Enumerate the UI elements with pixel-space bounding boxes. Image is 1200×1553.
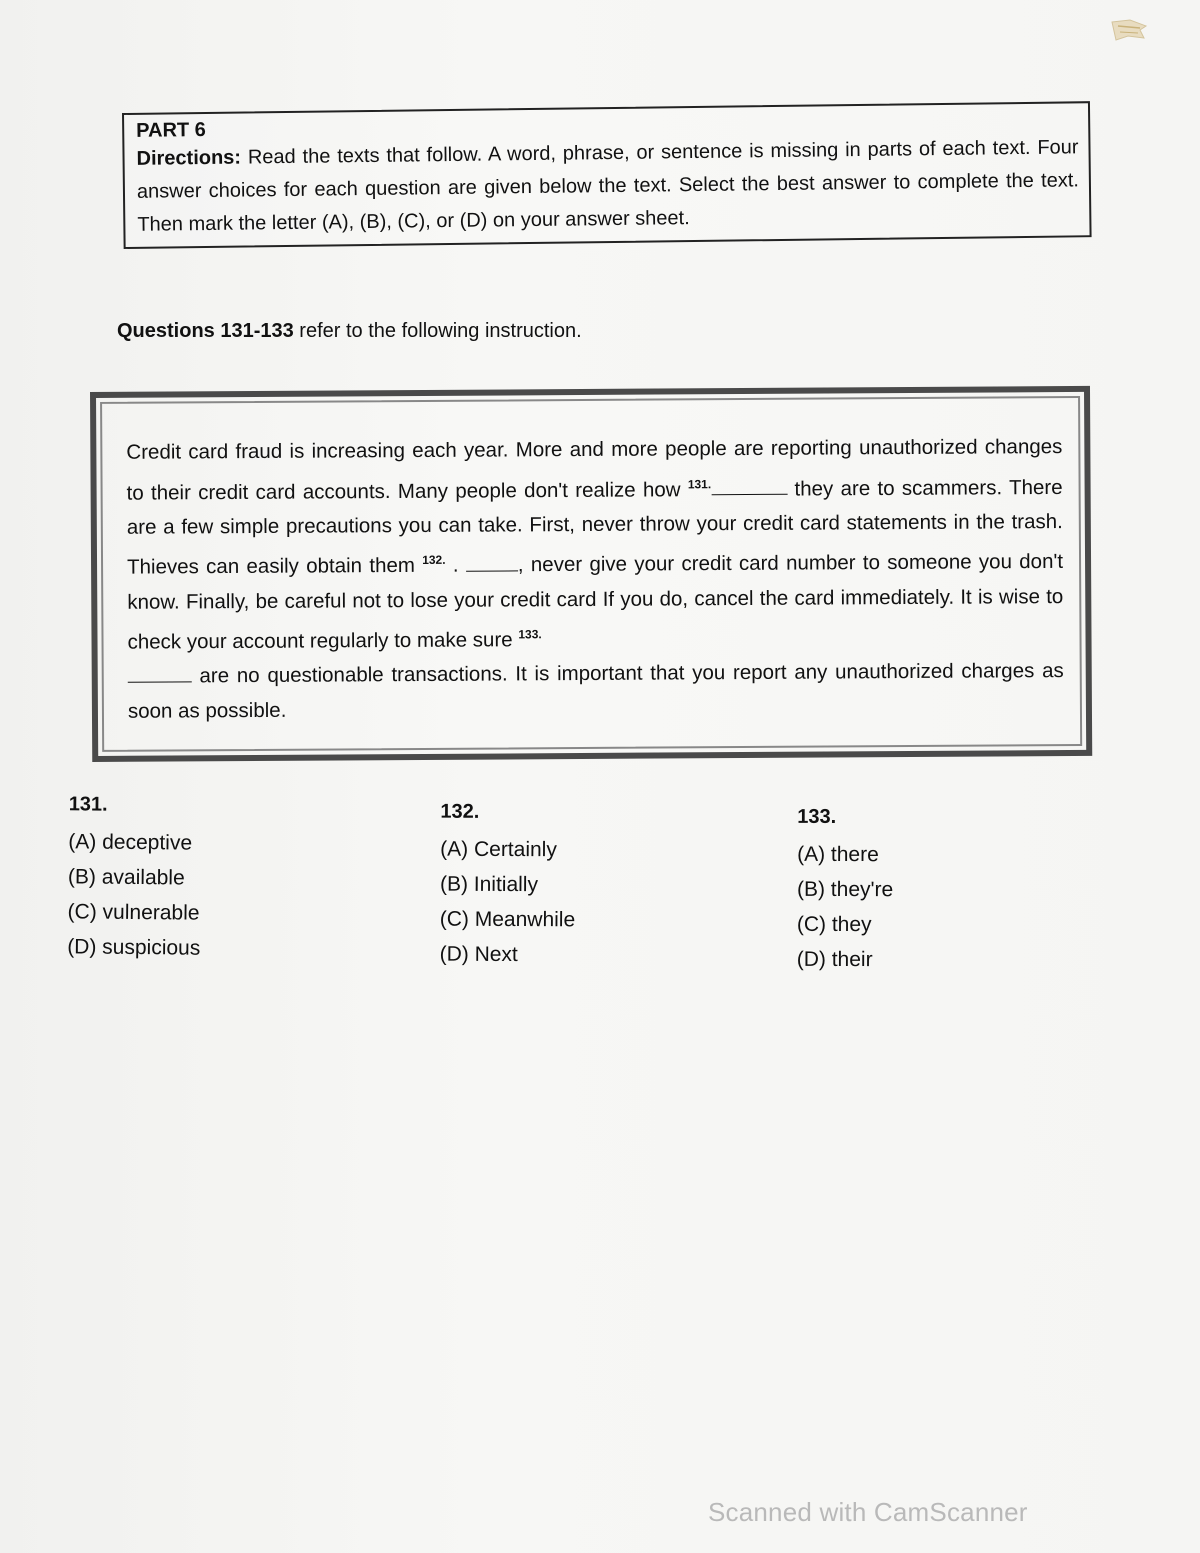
passage-segment: are no questionable transactions. It is important that you report any unauthorized charges as soon as possible. — [127, 659, 1064, 723]
directions-text — [136, 131, 1079, 242]
answer-option: (B) available — [67, 865, 185, 890]
blank-131 — [711, 476, 787, 495]
blank-133 — [128, 664, 192, 683]
passage-segment: . — [445, 553, 466, 577]
answer-option: (A) deceptive — [68, 830, 193, 855]
answer-option: (C) vulnerable — [67, 900, 200, 925]
question-marker-133: 133. — [518, 627, 542, 642]
questions-range: Questions 131-133 — [117, 320, 294, 342]
answer-option: (D) their — [796, 947, 873, 972]
questions-reference-text: refer to the following instruction. — [293, 320, 582, 342]
questions-reference — [117, 320, 582, 343]
answer-option: (C) they — [796, 912, 872, 937]
answer-option: (D) Next — [439, 942, 518, 967]
question-number: 132. — [440, 800, 480, 823]
part-title: PART 6 — [136, 118, 206, 142]
question-marker-132: 132. — [422, 553, 446, 568]
answer-option: (A) there — [797, 842, 879, 867]
answer-choices-132 — [440, 795, 576, 973]
directions-body: Read the texts that follow. A word, phrase, or sentence is missing in parts of each text. Four answer choices for each question are given below the text. Select the best answer to complete the text. Then mark the letter (A), (B), (C), or (D) on your answer sheet. — [136, 136, 1080, 236]
answer-option: (D) suspicious — [67, 935, 201, 960]
passage-segment: they are to scammers. There are a few simple precautions you can take. First, never throw your credit card statements in the trash. Thieves can easily obtain them — [126, 475, 1063, 579]
question-number: 131. — [68, 793, 108, 816]
question-number: 133. — [797, 805, 837, 828]
answer-option: (C) Meanwhile — [439, 907, 576, 932]
staple-mark-icon — [1110, 16, 1148, 44]
directions-label: Directions: — [136, 146, 242, 170]
question-marker-131: 131. — [687, 476, 712, 491]
directions-box — [122, 101, 1092, 249]
passage-text — [126, 430, 1064, 729]
answer-option: (B) Initially — [439, 872, 539, 897]
passage-segment: Credit card fraud is increasing each year. More and more people are reporting unauthorized changes to their credit card accounts. Many people don't realize how — [126, 435, 1063, 505]
answer-choices-131 — [67, 787, 202, 965]
answer-choices-133 — [797, 800, 894, 977]
passage-box — [90, 386, 1092, 762]
blank-132 — [466, 553, 518, 572]
answer-option: (B) they're — [796, 877, 894, 902]
answer-option: (A) Certainly — [440, 837, 557, 862]
passage-segment: , never give your credit card number to someone you don't know. Finally, be careful not to lose your credit card If you do, cancel the card immediately. It is wise to check your account regularly to make sure — [127, 550, 1064, 654]
scanner-watermark: Scanned with CamScanner — [708, 1497, 1028, 1527]
